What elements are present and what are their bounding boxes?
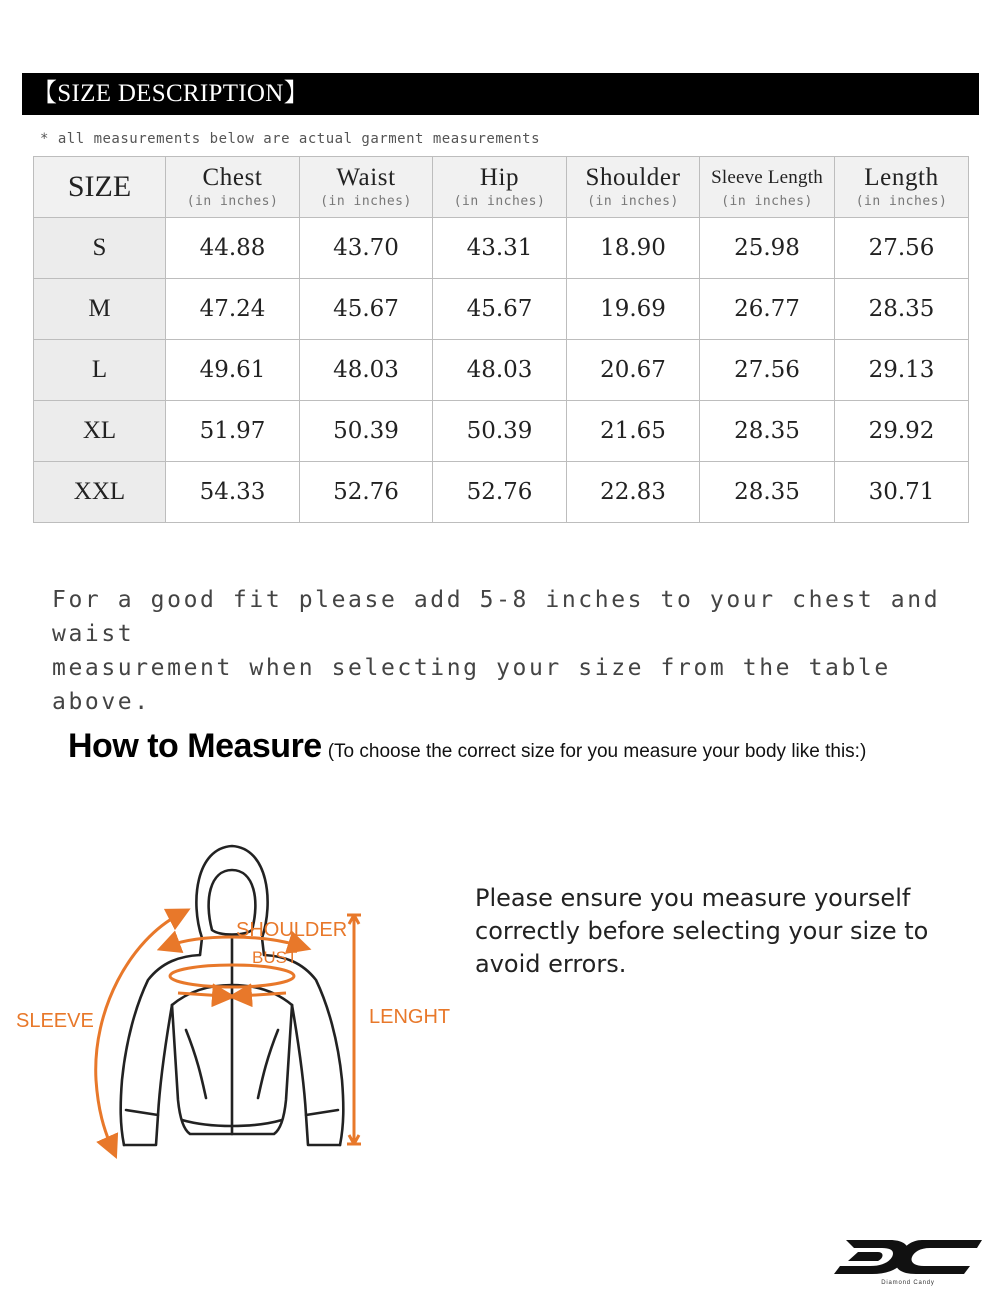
sleeve-length-cell: 26.77 [700, 279, 835, 340]
size-chart-table [33, 156, 969, 523]
size-cell: S [34, 218, 166, 279]
section-title: 【SIZE DESCRIPTION】 [32, 80, 309, 107]
waist-cell: 52.76 [300, 462, 433, 523]
size-column-header: SIZE [34, 157, 166, 218]
size-cell: M [34, 279, 166, 340]
hip-cell: 52.76 [433, 462, 567, 523]
chest-cell: 49.61 [166, 340, 300, 401]
hip-cell: 43.31 [433, 218, 567, 279]
chest-cell: 44.88 [166, 218, 300, 279]
brand-tagline: Diamond Candy [881, 1280, 935, 1286]
ensure-measure-text: Please ensure you measure yourself correctly before selecting your size to avoid errors. [475, 884, 929, 978]
chest-cell: 54.33 [166, 462, 300, 523]
shoulder-cell: 20.67 [567, 340, 700, 401]
length-column-header: Length (in inches) [835, 157, 969, 218]
table-row [34, 279, 969, 340]
waist-cell: 50.39 [300, 401, 433, 462]
shoulder-cell: 19.69 [567, 279, 700, 340]
chest-column-header: Chest (in inches) [166, 157, 300, 218]
jacket-measurement-diagram [0, 830, 470, 1170]
measurement-note: * all measurements below are actual garment measurements [40, 131, 541, 147]
length-cell: 28.35 [835, 279, 969, 340]
hip-cell: 50.39 [433, 401, 567, 462]
table-row [34, 462, 969, 523]
shoulder-column-header: Shoulder (in inches) [567, 157, 700, 218]
section-title-bar [22, 73, 979, 115]
length-cell: 30.71 [835, 462, 969, 523]
shoulder-label: SHOULDER [236, 919, 348, 941]
dc-logo-icon [834, 1240, 982, 1274]
length-cell: 29.13 [835, 340, 969, 401]
sleeve-length-cell: 27.56 [700, 340, 835, 401]
shoulder-cell: 21.65 [567, 401, 700, 462]
table-row [34, 340, 969, 401]
waist-cell: 48.03 [300, 340, 433, 401]
shoulder-cell: 18.90 [567, 218, 700, 279]
bust-label: BUST [252, 948, 298, 967]
brand-logo [832, 1236, 984, 1286]
length-cell: 29.92 [835, 401, 969, 462]
sleeve-length-cell: 28.35 [700, 462, 835, 523]
length-label: LENGHT [369, 1006, 451, 1028]
size-cell: XXL [34, 462, 166, 523]
sleeve-label: SLEEVE [16, 1010, 94, 1032]
how-to-measure-heading [68, 727, 866, 766]
table-row [34, 218, 969, 279]
chest-cell: 51.97 [166, 401, 300, 462]
size-cell: L [34, 340, 166, 401]
table-header-row [34, 157, 969, 218]
size-cell: XL [34, 401, 166, 462]
shoulder-cell: 22.83 [567, 462, 700, 523]
sleeve-length-cell: 28.35 [700, 401, 835, 462]
length-cell: 27.56 [835, 218, 969, 279]
hip-cell: 45.67 [433, 279, 567, 340]
hip-column-header: Hip (in inches) [433, 157, 567, 218]
sleeve-length-cell: 25.98 [700, 218, 835, 279]
waist-column-header: Waist (in inches) [300, 157, 433, 218]
sleeve-length-column-header: Sleeve Length (in inches) [700, 157, 835, 218]
hip-cell: 48.03 [433, 340, 567, 401]
table-row [34, 401, 969, 462]
fit-advice-text: For a good fit please add 5-8 inches to your chest and waist measurement when selecting your size from the table above. [52, 587, 941, 715]
waist-cell: 43.70 [300, 218, 433, 279]
waist-cell: 45.67 [300, 279, 433, 340]
jacket-outline-icon [121, 846, 344, 1145]
how-to-measure-title: How to Measure [68, 727, 322, 765]
chest-cell: 47.24 [166, 279, 300, 340]
how-to-measure-subtitle: (To choose the correct size for you measure your body like this:) [327, 741, 867, 762]
